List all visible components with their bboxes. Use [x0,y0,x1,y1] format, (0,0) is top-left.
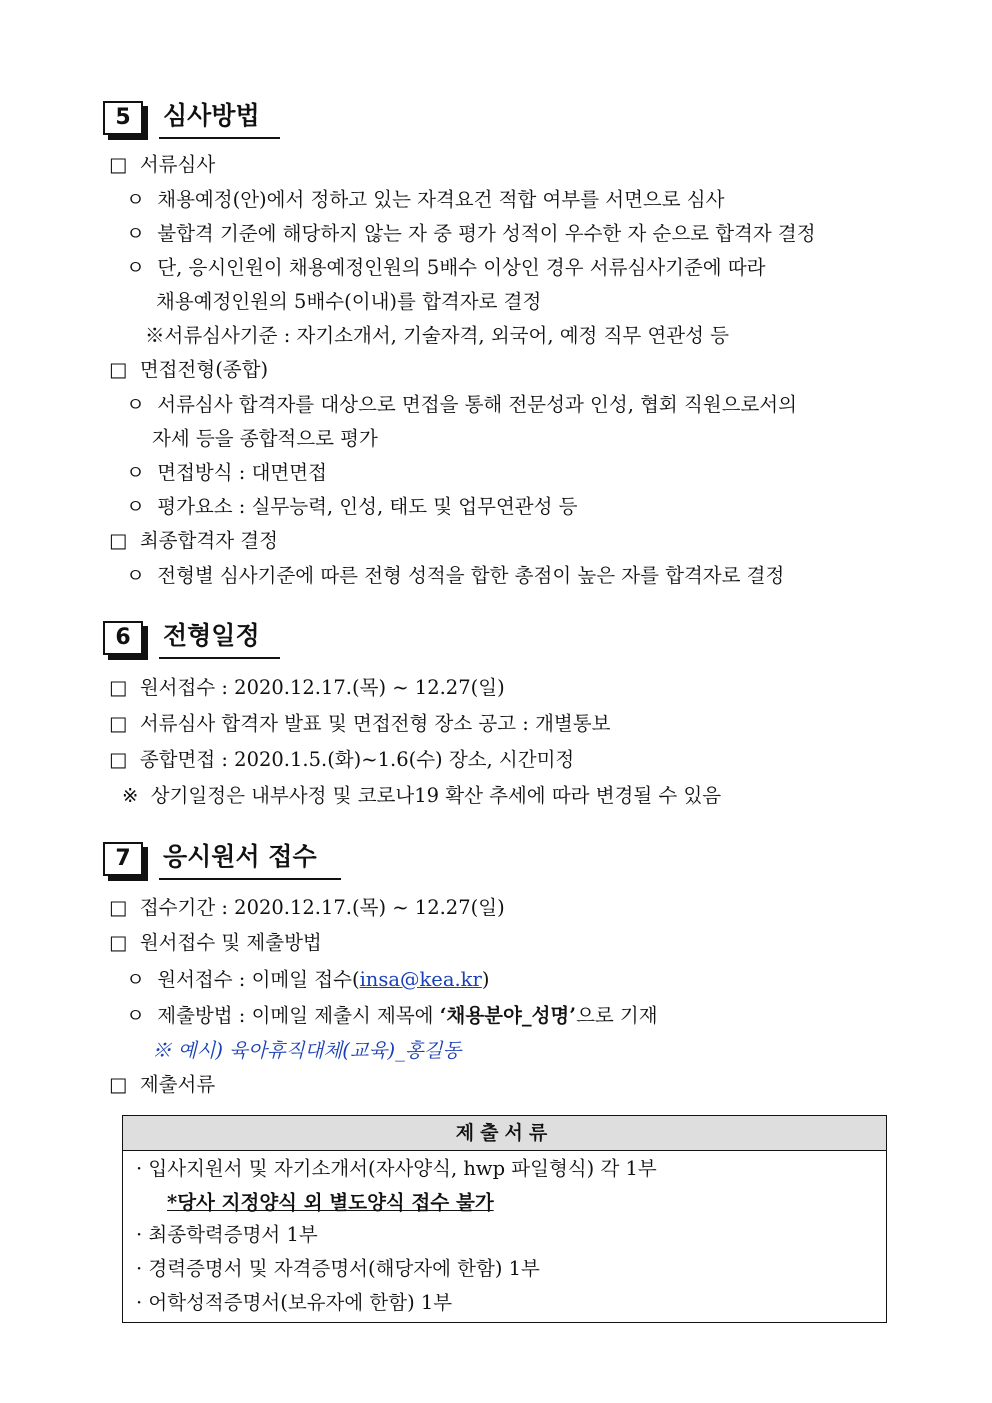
list-item-text: 채용예정(안)에서 정하고 있는 자격요건 적합 여부를 서면으로 심사 [157,188,725,211]
list-item-text: 평가요소 : 실무능력, 인성, 태도 및 업무연관성 등 [157,495,578,518]
table-row-text: 입사지원서 및 자기소개서(자사양식, hwp 파일형식) 각 1부 [148,1157,657,1180]
checkbox-marker: □ [109,153,128,176]
receipt-text: 원서접수 : 이메일 접수( [157,968,360,991]
table-row-text: 최종학력증명서 1부 [148,1223,318,1246]
circle-marker: ㅇ [126,968,145,991]
bullet-interview [109,355,268,385]
section-title-underline [159,878,341,880]
list-item-receipt [126,965,489,995]
bullet-documents [109,1070,215,1100]
table-row-text: 어학성적증명서(보유자에 한함) 1부 [148,1291,453,1314]
bullet-final-decision [109,526,278,556]
checkbox-marker: □ [109,358,128,381]
table-row-note [167,1188,494,1218]
schedule-item [109,745,574,775]
list-item [126,492,578,522]
section-title: 응시원서 접수 [163,842,317,871]
reference-marker: ※ [122,784,139,807]
schedule-item [109,673,505,703]
bullet-text: 서류심사 [139,153,216,176]
checkbox-marker: □ [109,896,128,919]
list-item [126,185,724,215]
section-number-box: 7 [103,842,143,876]
schedule-text: 종합면접 : 2020.1.5.(화)~1.6(수) 장소, 시간미정 [139,748,575,771]
checkbox-marker: □ [109,529,128,552]
schedule-note [122,781,721,811]
dot-marker: · [136,1223,143,1246]
receipt-suffix: ) [481,968,490,991]
list-item-submit [126,1001,658,1031]
section-title-underline [159,137,280,139]
section-number-box: 5 [103,101,143,135]
list-item-continuation: 자세 등을 종합적으로 평가 [152,427,378,450]
list-item [126,253,766,283]
schedule-text: 원서접수 : 2020.12.17.(목) ~ 12.27(일) [139,676,505,699]
circle-marker: ㅇ [126,188,145,211]
bullet-text: 면접전형(종합) [139,358,269,381]
email-link[interactable]: insa@kea.kr [359,968,482,991]
list-item [126,219,816,249]
circle-marker: ㅇ [126,461,145,484]
list-item-text: 서류심사 합격자를 대상으로 면접을 통해 전문성과 인성, 협회 직원으로서의 [157,393,797,416]
submit-text: 제출방법 : 이메일 제출시 제목에 [157,1004,440,1027]
checkbox-marker: □ [109,931,128,954]
schedule-text: 서류심사 합격자 발표 및 면접전형 장소 공고 : 개별통보 [139,712,611,735]
circle-marker: ㅇ [126,495,145,518]
circle-marker: ㅇ [126,1004,145,1027]
dot-marker: · [136,1257,143,1280]
list-item [126,561,784,591]
list-item-continuation: 채용예정인원의 5배수(이내)를 합격자로 결정 [156,290,542,313]
table-row [136,1154,657,1184]
section-title: 심사방법 [163,101,260,130]
doc-review-criteria-note: ※서류심사기준 : 자기소개서, 기술자격, 외국어, 예정 직무 연관성 등 [145,324,730,347]
table-row-text: 경력증명서 및 자격증명서(해당자에 한함) 1부 [148,1257,540,1280]
submit-title-format: ‘채용분야_성명’ [439,1004,577,1027]
example-note: ※ 예시) 육아휴직대체(교육)_홍길동 [152,1039,462,1062]
circle-marker: ㅇ [126,564,145,587]
checkbox-marker: □ [109,1073,128,1096]
bullet-period [109,893,505,923]
list-item-text: 단, 응시인원이 채용예정인원의 5배수 이상인 경우 서류심사기준에 따라 [157,256,766,279]
bullet-text: 최종합격자 결정 [139,529,278,552]
bullet-doc-review [109,150,215,180]
table-row [136,1254,540,1284]
table-note-text: *당사 지정양식 외 별도양식 접수 불가 [167,1191,494,1214]
submit-suffix: 으로 기재 [576,1004,658,1027]
bullet-text: 원서접수 및 제출방법 [139,931,322,954]
circle-marker: ㅇ [126,256,145,279]
section-number-box: 6 [103,621,143,655]
bullet-text: 접수기간 : 2020.12.17.(목) ~ 12.27(일) [139,896,505,919]
note-text: 상기일정은 내부사정 및 코로나19 확산 추세에 따라 변경될 수 있음 [150,784,722,807]
list-item [126,458,327,488]
schedule-item [109,709,610,739]
list-item [126,390,797,420]
checkbox-marker: □ [109,712,128,735]
documents-table [122,1115,887,1323]
bullet-text: 제출서류 [139,1073,216,1096]
checkbox-marker: □ [109,748,128,771]
list-item-text: 전형별 심사기준에 따른 전형 성적을 합한 총점이 높은 자를 합격자로 결정 [157,564,785,587]
table-header: 제출서류 [123,1116,886,1151]
dot-marker: · [136,1157,143,1180]
list-item-text: 면접방식 : 대면면접 [157,461,327,484]
circle-marker: ㅇ [126,222,145,245]
table-row [136,1220,318,1250]
section-title-underline [159,657,280,659]
list-item-text: 불합격 기준에 해당하지 않는 자 중 평가 성적이 우수한 자 순으로 합격자 결정 [157,222,816,245]
circle-marker: ㅇ [126,393,145,416]
bullet-method [109,928,322,958]
dot-marker: · [136,1291,143,1314]
table-row [136,1288,452,1318]
checkbox-marker: □ [109,676,128,699]
section-title: 전형일정 [163,621,260,650]
